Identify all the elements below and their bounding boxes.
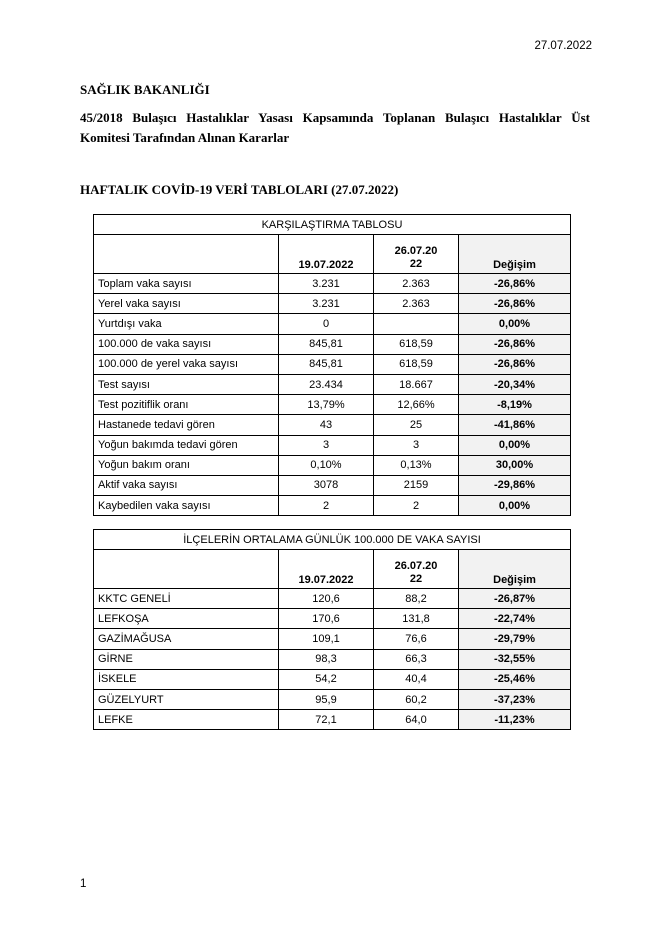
table-row: [94, 354, 571, 374]
row-value-1: 72,1: [279, 710, 374, 730]
page-number: 1: [80, 878, 87, 890]
row-change: 0,00%: [459, 435, 571, 455]
row-label: Test pozitiflik oranı: [94, 395, 279, 415]
districts-table-caption: İLÇELERİN ORTALAMA GÜNLÜK 100.000 DE VAKA SAYISI: [94, 530, 571, 550]
table-row: [94, 669, 571, 689]
row-value-1: 120,6: [279, 589, 374, 609]
row-label: KKTC GENELİ: [94, 589, 279, 609]
table-row: [94, 435, 571, 455]
comparison-table-caption: KARŞILAŞTIRMA TABLOSU: [94, 215, 571, 235]
row-label: Yoğun bakım oranı: [94, 455, 279, 475]
row-label: Test sayısı: [94, 374, 279, 394]
row-value-1: 23.434: [279, 374, 374, 394]
row-label: 100.000 de vaka sayısı: [94, 334, 279, 354]
row-label: Aktif vaka sayısı: [94, 475, 279, 495]
ministry-heading: SAĞLIK BAKANLIĞI: [80, 82, 210, 97]
row-change: 0,00%: [459, 314, 571, 334]
table-row: [94, 334, 571, 354]
row-value-2: 88,2: [374, 589, 459, 609]
row-value-1: 98,3: [279, 649, 374, 669]
row-value-1: 54,2: [279, 669, 374, 689]
row-value-2: 64,0: [374, 710, 459, 730]
row-value-1: 13,79%: [279, 395, 374, 415]
comparison-table: [93, 214, 571, 516]
row-change: -20,34%: [459, 374, 571, 394]
row-label: 100.000 de yerel vaka sayısı: [94, 354, 279, 374]
row-value-2: 12,66%: [374, 395, 459, 415]
row-change: -25,46%: [459, 669, 571, 689]
table-row: [94, 609, 571, 629]
row-value-1: 3.231: [279, 294, 374, 314]
table-row: [94, 649, 571, 669]
row-value-1: 845,81: [279, 334, 374, 354]
row-change: -8,19%: [459, 395, 571, 415]
document-date: 27.07.2022: [534, 40, 592, 52]
row-label: Yoğun bakımda tedavi gören: [94, 435, 279, 455]
header-date-2: 26.07.20 22: [374, 550, 459, 589]
row-value-2: 618,59: [374, 354, 459, 374]
row-value-2: 131,8: [374, 609, 459, 629]
header-empty-cell: [94, 235, 279, 274]
header-date-1: 19.07.2022: [279, 235, 374, 274]
row-value-2: 18.667: [374, 374, 459, 394]
table-row: [94, 415, 571, 435]
row-value-2: 60,2: [374, 689, 459, 709]
row-value-1: 43: [279, 415, 374, 435]
row-label: LEFKE: [94, 710, 279, 730]
districts-table: [93, 529, 571, 730]
table-row: [94, 294, 571, 314]
row-change: -26,86%: [459, 334, 571, 354]
table-row: [94, 374, 571, 394]
table-row: [94, 629, 571, 649]
row-value-1: 0: [279, 314, 374, 334]
row-value-1: 0,10%: [279, 455, 374, 475]
header-date-1: 19.07.2022: [279, 550, 374, 589]
row-label: Yurtdışı vaka: [94, 314, 279, 334]
row-value-2: 2.363: [374, 294, 459, 314]
row-value-1: 3: [279, 435, 374, 455]
row-value-2: 618,59: [374, 334, 459, 354]
header-change: Değişim: [459, 550, 571, 589]
row-change: -29,79%: [459, 629, 571, 649]
table-row: [94, 274, 571, 294]
row-change: -37,23%: [459, 689, 571, 709]
row-value-2: 2.363: [374, 274, 459, 294]
row-value-1: 2: [279, 496, 374, 516]
row-value-1: 845,81: [279, 354, 374, 374]
row-value-1: 170,6: [279, 609, 374, 629]
row-change: -41,86%: [459, 415, 571, 435]
table-row: [94, 496, 571, 516]
row-change: -22,74%: [459, 609, 571, 629]
row-label: İSKELE: [94, 669, 279, 689]
row-value-1: 3078: [279, 475, 374, 495]
row-value-2: 66,3: [374, 649, 459, 669]
row-label: Hastanede tedavi gören: [94, 415, 279, 435]
header-date-2: 26.07.20 22: [374, 235, 459, 274]
table-row: [94, 710, 571, 730]
row-value-2: 40,4: [374, 669, 459, 689]
row-change: -29,86%: [459, 475, 571, 495]
row-label: Kaybedilen vaka sayısı: [94, 496, 279, 516]
row-value-1: 3.231: [279, 274, 374, 294]
row-value-2: 2159: [374, 475, 459, 495]
table-row: [94, 314, 571, 334]
row-change: 30,00%: [459, 455, 571, 475]
weekly-tables-title: HAFTALIK COVİD-19 VERİ TABLOLARI (27.07.2022): [80, 182, 399, 197]
table-row: [94, 689, 571, 709]
row-label: Toplam vaka sayısı: [94, 274, 279, 294]
table-row: [94, 395, 571, 415]
table-row: [94, 475, 571, 495]
row-change: -26,86%: [459, 274, 571, 294]
table-row: [94, 589, 571, 609]
row-change: -26,87%: [459, 589, 571, 609]
row-label: GÜZELYURT: [94, 689, 279, 709]
row-value-1: 109,1: [279, 629, 374, 649]
row-label: LEFKOŞA: [94, 609, 279, 629]
row-value-2: 0,13%: [374, 455, 459, 475]
row-change: 0,00%: [459, 496, 571, 516]
table-row: [94, 455, 571, 475]
row-change: -11,23%: [459, 710, 571, 730]
row-value-2: 76,6: [374, 629, 459, 649]
row-change: -26,86%: [459, 354, 571, 374]
row-value-2: 2: [374, 496, 459, 516]
row-value-2: 3: [374, 435, 459, 455]
document-subtitle: 45/2018 Bulaşıcı Hastalıklar Yasası Kapsamında Toplanan Bulaşıcı Hastalıklar Üst Komitesi Tarafından Alınan Kararlar: [80, 110, 590, 145]
row-value-1: 95,9: [279, 689, 374, 709]
header-empty-cell: [94, 550, 279, 589]
row-label: Yerel vaka sayısı: [94, 294, 279, 314]
header-change: Değişim: [459, 235, 571, 274]
row-label: GAZİMAĞUSA: [94, 629, 279, 649]
row-label: GİRNE: [94, 649, 279, 669]
row-value-2: [374, 314, 459, 334]
row-change: -26,86%: [459, 294, 571, 314]
row-change: -32,55%: [459, 649, 571, 669]
row-value-2: 25: [374, 415, 459, 435]
